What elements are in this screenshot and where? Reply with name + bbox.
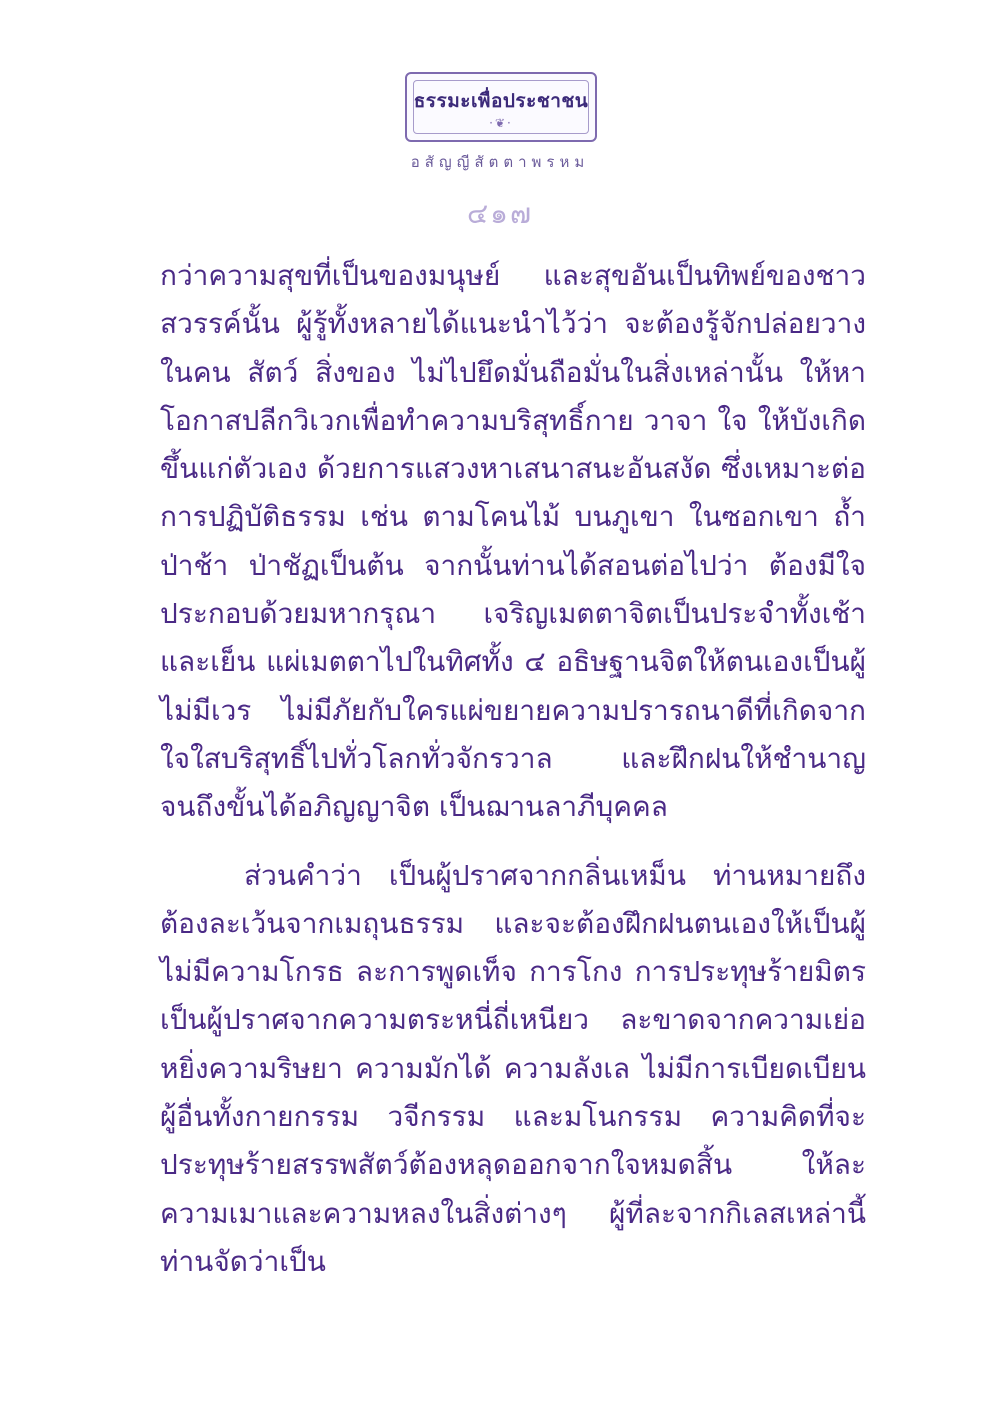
paragraph-1: กว่าความสุขที่เป็นของมนุษย์ และสุขอันเป็นทิพย์ของชาวสวรรค์นั้น ผู้รู้ทั้งหลายได้แนะนำไว้ว่า จะต้องรู้จักปล่อยวางในคน สัตว์ สิ่งของ ไม่ไปยึดมั่นถือมั่นในสิ่งเหล่านั้น ให้หาโอกาสปลีกวิเวกเพื่อทำความบริสุทธิ์กาย วาจา ใจ ให้บังเกิดขึ้นแก่ตัวเอง ด้วยการแสวงหาเสนาสนะอันสงัด ซึ่งเหมาะต่อการปฏิบัติธรรม เช่น ตามโคนไม้ บนภูเขา ในซอกเขา ถ้ำ ป่าช้า ป่าชัฏเป็นต้น จากนั้นท่านได้สอนต่อไปว่า ต้องมีใจประกอบด้วยมหากรุณา เจริญเมตตาจิตเป็นประจำทั้งเช้าและเย็น แผ่เมตตาไปในทิศทั้ง ๔ อธิษฐานจิตให้ตนเองเป็นผู้ไม่มีเวร ไม่มีภัยกับใครแผ่ขยายความปรารถนาดีที่เกิดจากใจใสบริสุทธิ์ไปทั่วโลกทั่วจักรวาล และฝึกฝนให้ชำนาญจนถึงขั้นได้อภิญญาจิต เป็นฌานลาภีบุคคล (160, 259, 866, 824)
chapter-subtitle: อสัญญีสัตตาพรหม (410, 153, 590, 171)
logo-ornament: ·❦· (489, 116, 513, 130)
logo-title: ธรรมะเพื่อประชาชน (413, 90, 589, 112)
paragraph-2: ส่วนคำว่า เป็นผู้ปราศจากกลิ่นเหม็น ท่านหมายถึงต้องละเว้นจากเมถุนธรรม และจะต้องฝึกฝนตนเองให้เป็นผู้ไม่มีความโกรธ ละการพูดเท็จ การโกง การประทุษร้ายมิตรเป็นผู้ปราศจากความตระหนี่ถี่เหนียว ละขาดจากความเย่อหยิ่งความริษยา ความมักได้ ความลังเล ไม่มีการเบียดเบียนผู้อื่นทั้งกายกรรม วจีกรรม และมโนกรรม ความคิดที่จะประทุษร้ายสรรพสัตว์ต้องหลุดออกจากใจหมดสิ้น ให้ละความเมาและความหลงในสิ่งต่างๆ ผู้ที่ละจากกิเลสเหล่านี้ ท่านจัดว่าเป็น (160, 858, 866, 1278)
book-logo (405, 72, 597, 142)
body-text (160, 252, 866, 1286)
page-number: ๔๑๗ (466, 197, 534, 230)
